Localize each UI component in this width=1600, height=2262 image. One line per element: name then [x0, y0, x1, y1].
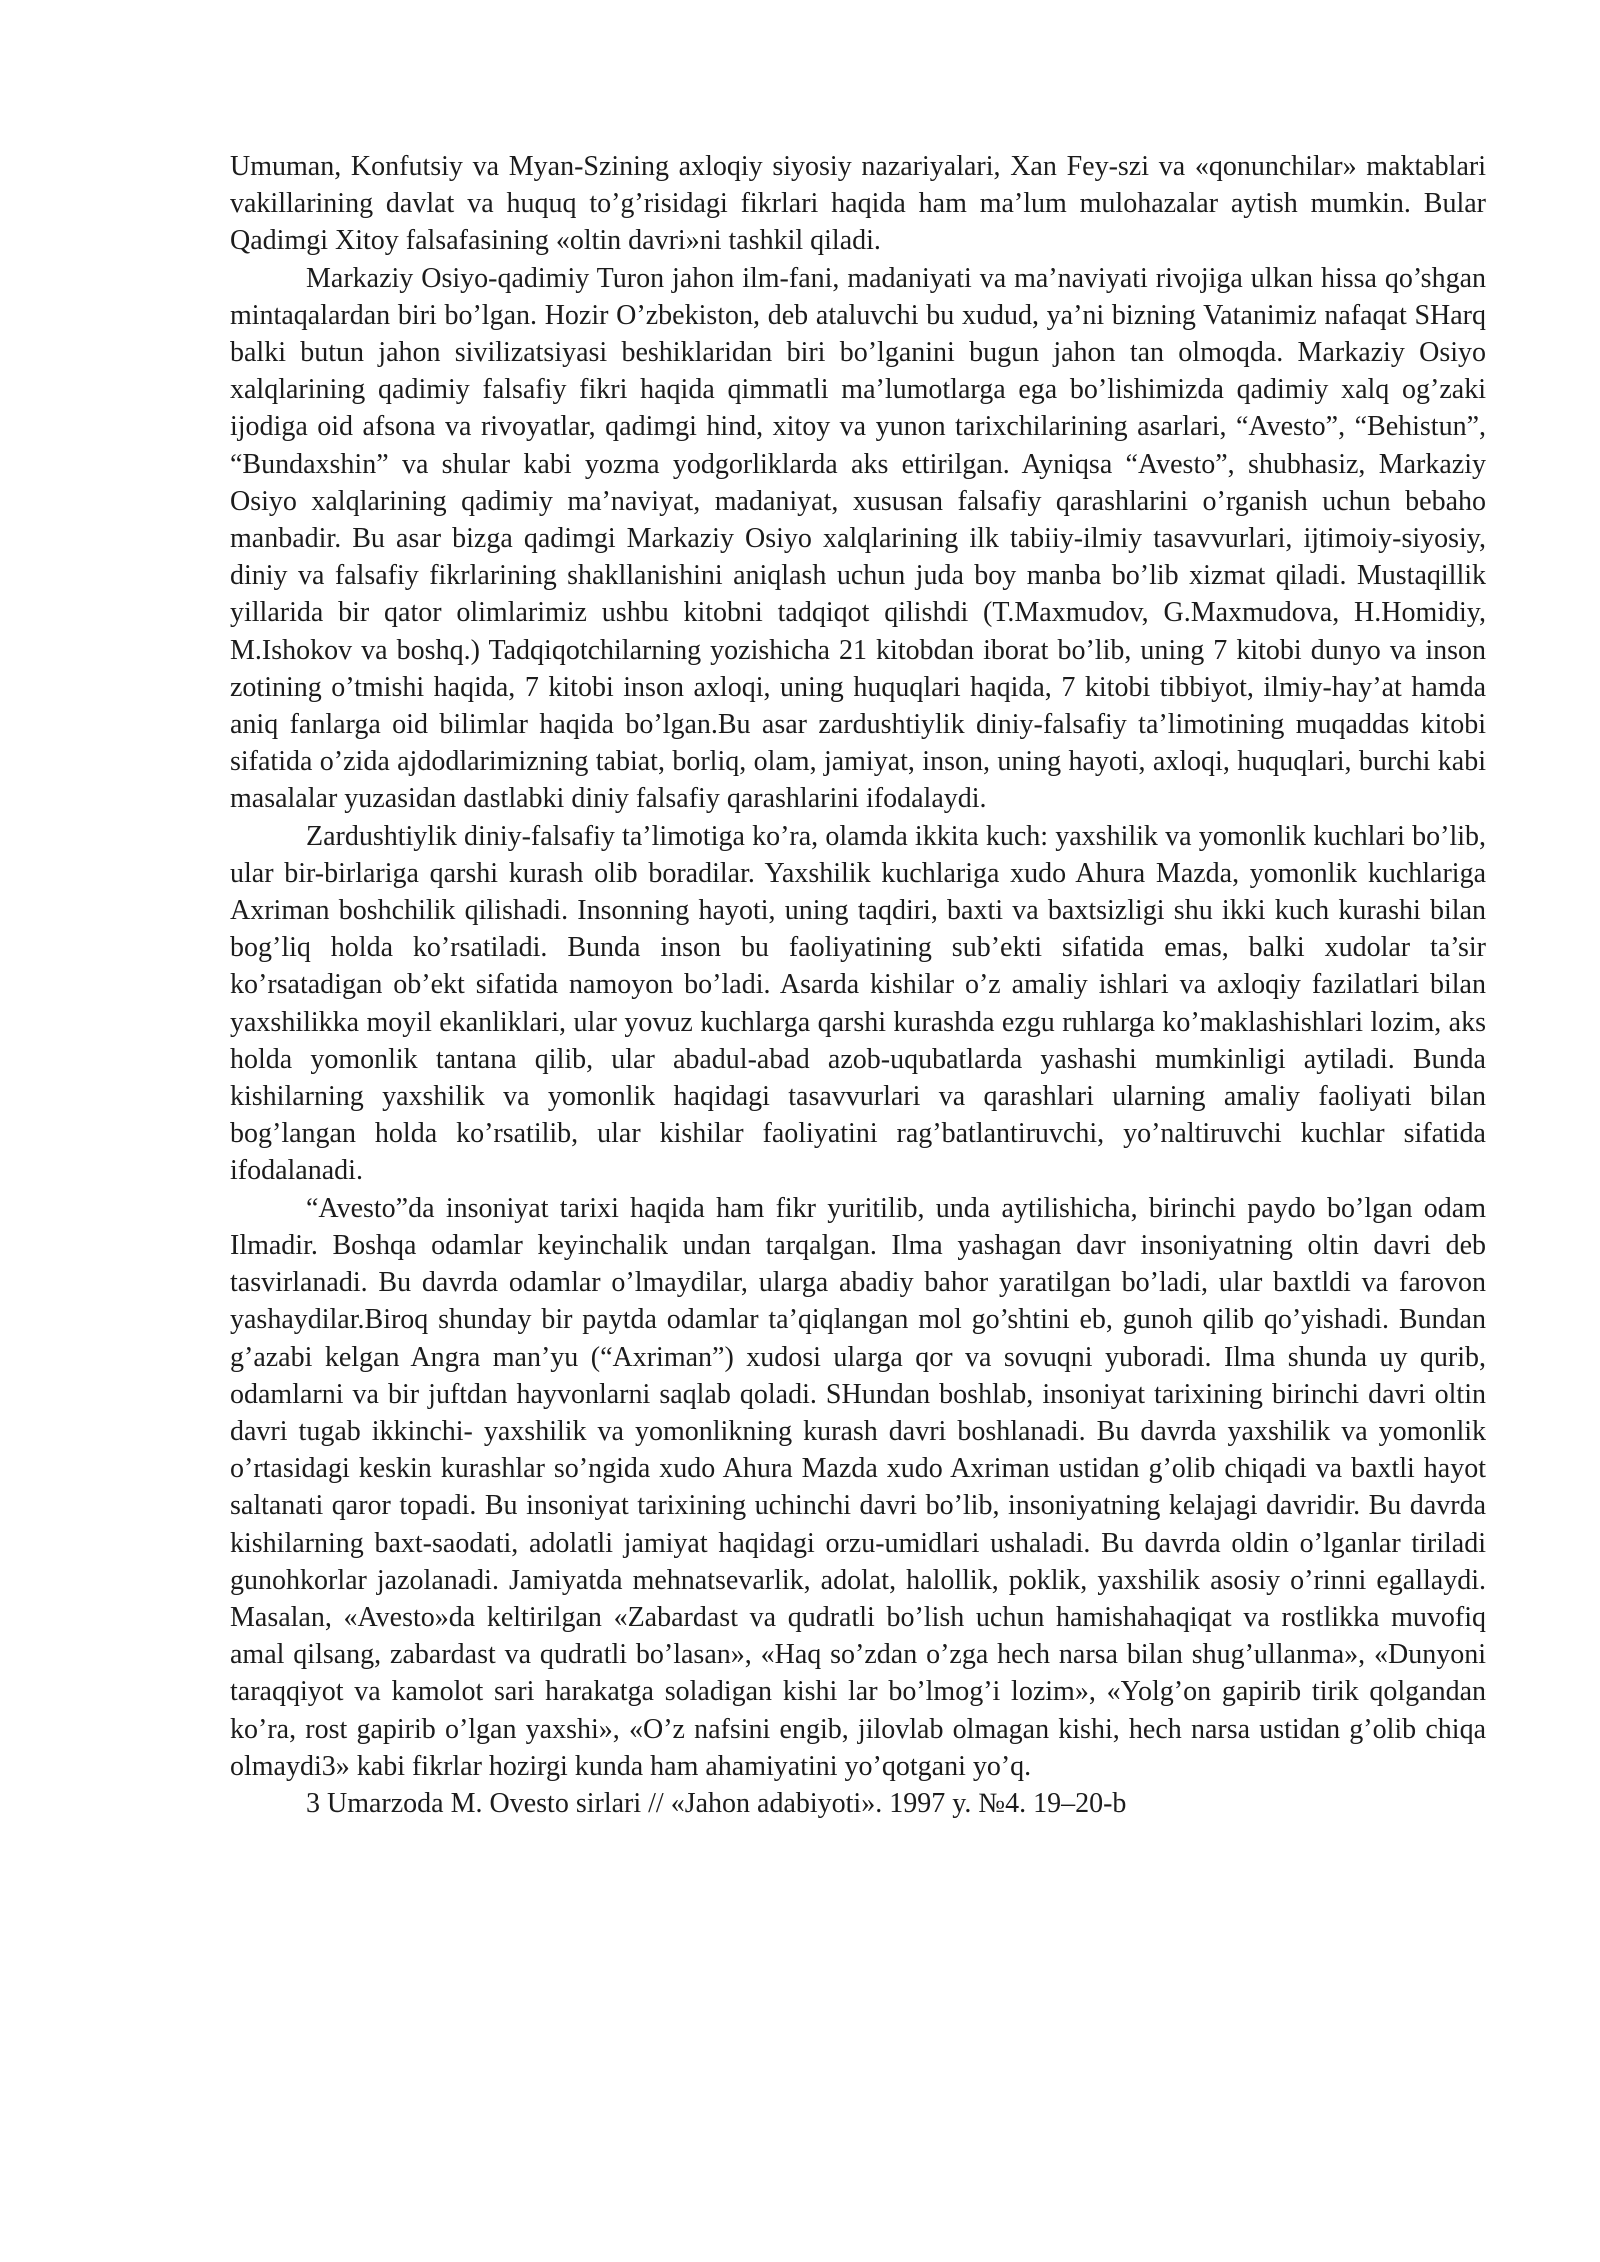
- footnote: 3 Umarzoda M. Ovesto sirlari // «Jahon adabiyoti». 1997 y. №4. 19–20-b: [306, 1787, 1127, 1819]
- paragraph-central-asia-avesto: Markaziy Osiyo-qadimiy Turon jahon ilm-fani, madaniyati va ma’naviyati rivojiga ulkan hissa qo’shgan mintaqalardan biri bo’lgan. Hozir O’zbekiston, deb ataluvchi bu xudud, ya’ni bizning Vatanimiz nafaqat SHarq balki butun jahon sivilizatsiyasi beshiklaridan biri bo’lganini bugun jahon tan olmoqda. Markaziy Osiyo xalqlarining qadimiy falsafiy fikri haqida qimmatli ma’lumotlarga ega bo’lishimizda qadimiy xalq og’zaki ijodiga oid afsona va rivoyatlar, qadimgi hind, xitoy va yunon tarixchilarining asarlari, “Avesto”, “Behistun”, “Bundaxshin” va shular kabi yozma yodgorliklarda aks ettirilgan. Ayniqsa “Avesto”, shubhasiz, Markaziy Osiyo xalqlarining qadimiy ma’naviyat, madaniyat, xususan falsafiy qarashlarini o’rganish uchun bebaho manbadir. Bu asar bizga qadimgi Markaziy Osiyo xalqlarining ilk tabiiy-ilmiy tasavvurlari, ijtimoiy-siyosiy, diniy va falsafiy fikrlarining shakllanishini aniqlash uchun juda boy manba bo’lib xizmat qiladi. Mustaqillik yillarida bir qator olimlarimiz ushbu kitobni tadqiqot qilishdi (T.Maxmudov, G.Maxmudova, H.Homidiy, M.Ishokov va boshq.) Tadqiqotchilarning yozishicha 21 kitobdan iborat bo’lib, uning 7 kitobi dunyo va inson zotining o’tmishi haqida, 7 kitobi inson axloqi, uning huquqlari haqida, 7 kitobi tibbiyot, ilmiy-hay’at hamda aniq fanlarga oid bilimlar haqida bo’lgan.Bu asar zardushtiylik diniy-falsafiy ta’limotining muqaddas kitobi sifatida o’zida ajdodlarimizning tabiat, borliq, olam, jamiyat, inson, uning hayoti, axloqi, huquqlari, burchi kabi masalalar yuzasidan dastlabki diniy falsafiy qarashlarini ifodalaydi.: [230, 262, 1486, 815]
- document-page: [230, 148, 1486, 1822]
- paragraph-zoroastrian-forces: Zardushtiylik diniy-falsafiy ta’limotiga ko’ra, olamda ikkita kuch: yaxshilik va yomonlik kuchlari bo’lib, ular bir-birlariga qarshi kurash olib boradilar. Yaxshilik kuchlariga xudo Ahura Mazda, yomonlik kuchlariga Axriman boshchilik qilishadi. Insonning hayoti, uning taqdiri, baxti va baxtsizligi shu ikki kuch kurashi bilan bog’liq holda ko’rsatiladi. Bunda inson bu faoliyatining sub’ekti sifatida emas, balki xudolar ta’sir ko’rsatadigan ob’ekt sifatida namoyon bo’ladi. Asarda kishilar o’z amaliy ishlari va axloqiy fazilatlari bilan yaxshilikka moyil ekanliklari, ular yovuz kuchlarga qarshi kurashda ezgu ruhlarga ko’maklashishlari lozim, aks holda yomonlik tantana qilib, ular abadul-abad azob-uqubatlarda yashashi mumkinligi aytiladi. Bunda kishilarning yaxshilik va yomonlik haqidagi tasavvurlari va qarashlari ularning amaliy faoliyati bilan bog’langan holda ko’rsatilib, ular kishilar faoliyatini rag’batlantiruvchi, yo’naltiruvchi kuchlar sifatida ifodalanadi.: [230, 820, 1486, 1187]
- paragraph-confucius-summary: Umuman, Konfutsiy va Myan-Szining axloqiy siyosiy nazariyalari, Xan Fey-szi va «qonunchilar» maktablari vakillarining davlat va huquq to’g’risidagi fikrlari haqida ham ma’lum mulohazalar aytish mumkin. Bular Qadimgi Xitoy falsafasining «oltin davri»ni tashkil qiladi.: [230, 151, 1486, 257]
- paragraph-history-of-humanity: “Avesto”da insoniyat tarixi haqida ham fikr yuritilib, unda aytilishicha, birinchi paydo bo’lgan odam Ilmadir. Boshqa odamlar keyinchalik undan tarqalgan. Ilma yashagan davr insoniyatning oltin davri deb tasvirlanadi. Bu davrda odamlar o’lmaydilar, ularga abadiy bahor yaratilgan bo’ladi, ular baxtldi va farovon yashaydilar.Biroq shunday bir paytda odamlar ta’qiqlangan mol go’shtini eb, gunoh qilib qo’yishadi. Bundan g’azabi kelgan Angra man’yu (“Axriman”) xudosi ularga qor va sovuqni yuboradi. Ilma shunda uy qurib, odamlarni va bir juftdan hayvonlarni saqlab qoladi. SHundan boshlab, insoniyat tarixining birinchi davri oltin davri tugab ikkinchi- yaxshilik va yomonlikning kurash davri boshlanadi. Bu davrda yaxshilik va yomonlik o’rtasidagi keskin kurashlar so’ngida xudo Ahura Mazda xudo Axriman ustidan g’olib chiqadi va baxtli hayot saltanati qaror topadi. Bu insoniyat tarixining uchinchi davri bo’lib, insoniyatning kelajagi davridir. Bu davrda kishilarning baxt-saodati, adolatli jamiyat haqidagi orzu-umidlari ushaladi. Bu davrda oldin o’lganlar tiriladi gunohkorlar jazolanadi. Jamiyatda mehnatsevarlik, adolat, halollik, poklik, yaxshilik asosiy o’rinni egallaydi. Masalan, «Avesto»da keltirilgan «Zabardast va qudratli bo’lish uchun hamishahaqiqat va rostlikka muvofiq amal qilsang, zabardast va qudratli bo’lasan», «Haq so’zdan o’zga hech narsa bilan shug’ullanma», «Dunyoni taraqqiyot va kamolot sari harakatga soladigan kishi lar bo’lmog’i lozim», «Yolg’on gapirib tirik qolgandan ko’ra, rost gapirib o’lgan yaxshi», «O’z nafsini engib, jilovlab olmagan kishi, hech narsa ustidan g’olib chiqa olmaydi3» kabi fikrlar hozirgi kunda ham ahamiyatini yo’qotgani yo’q.: [230, 1192, 1486, 1782]
